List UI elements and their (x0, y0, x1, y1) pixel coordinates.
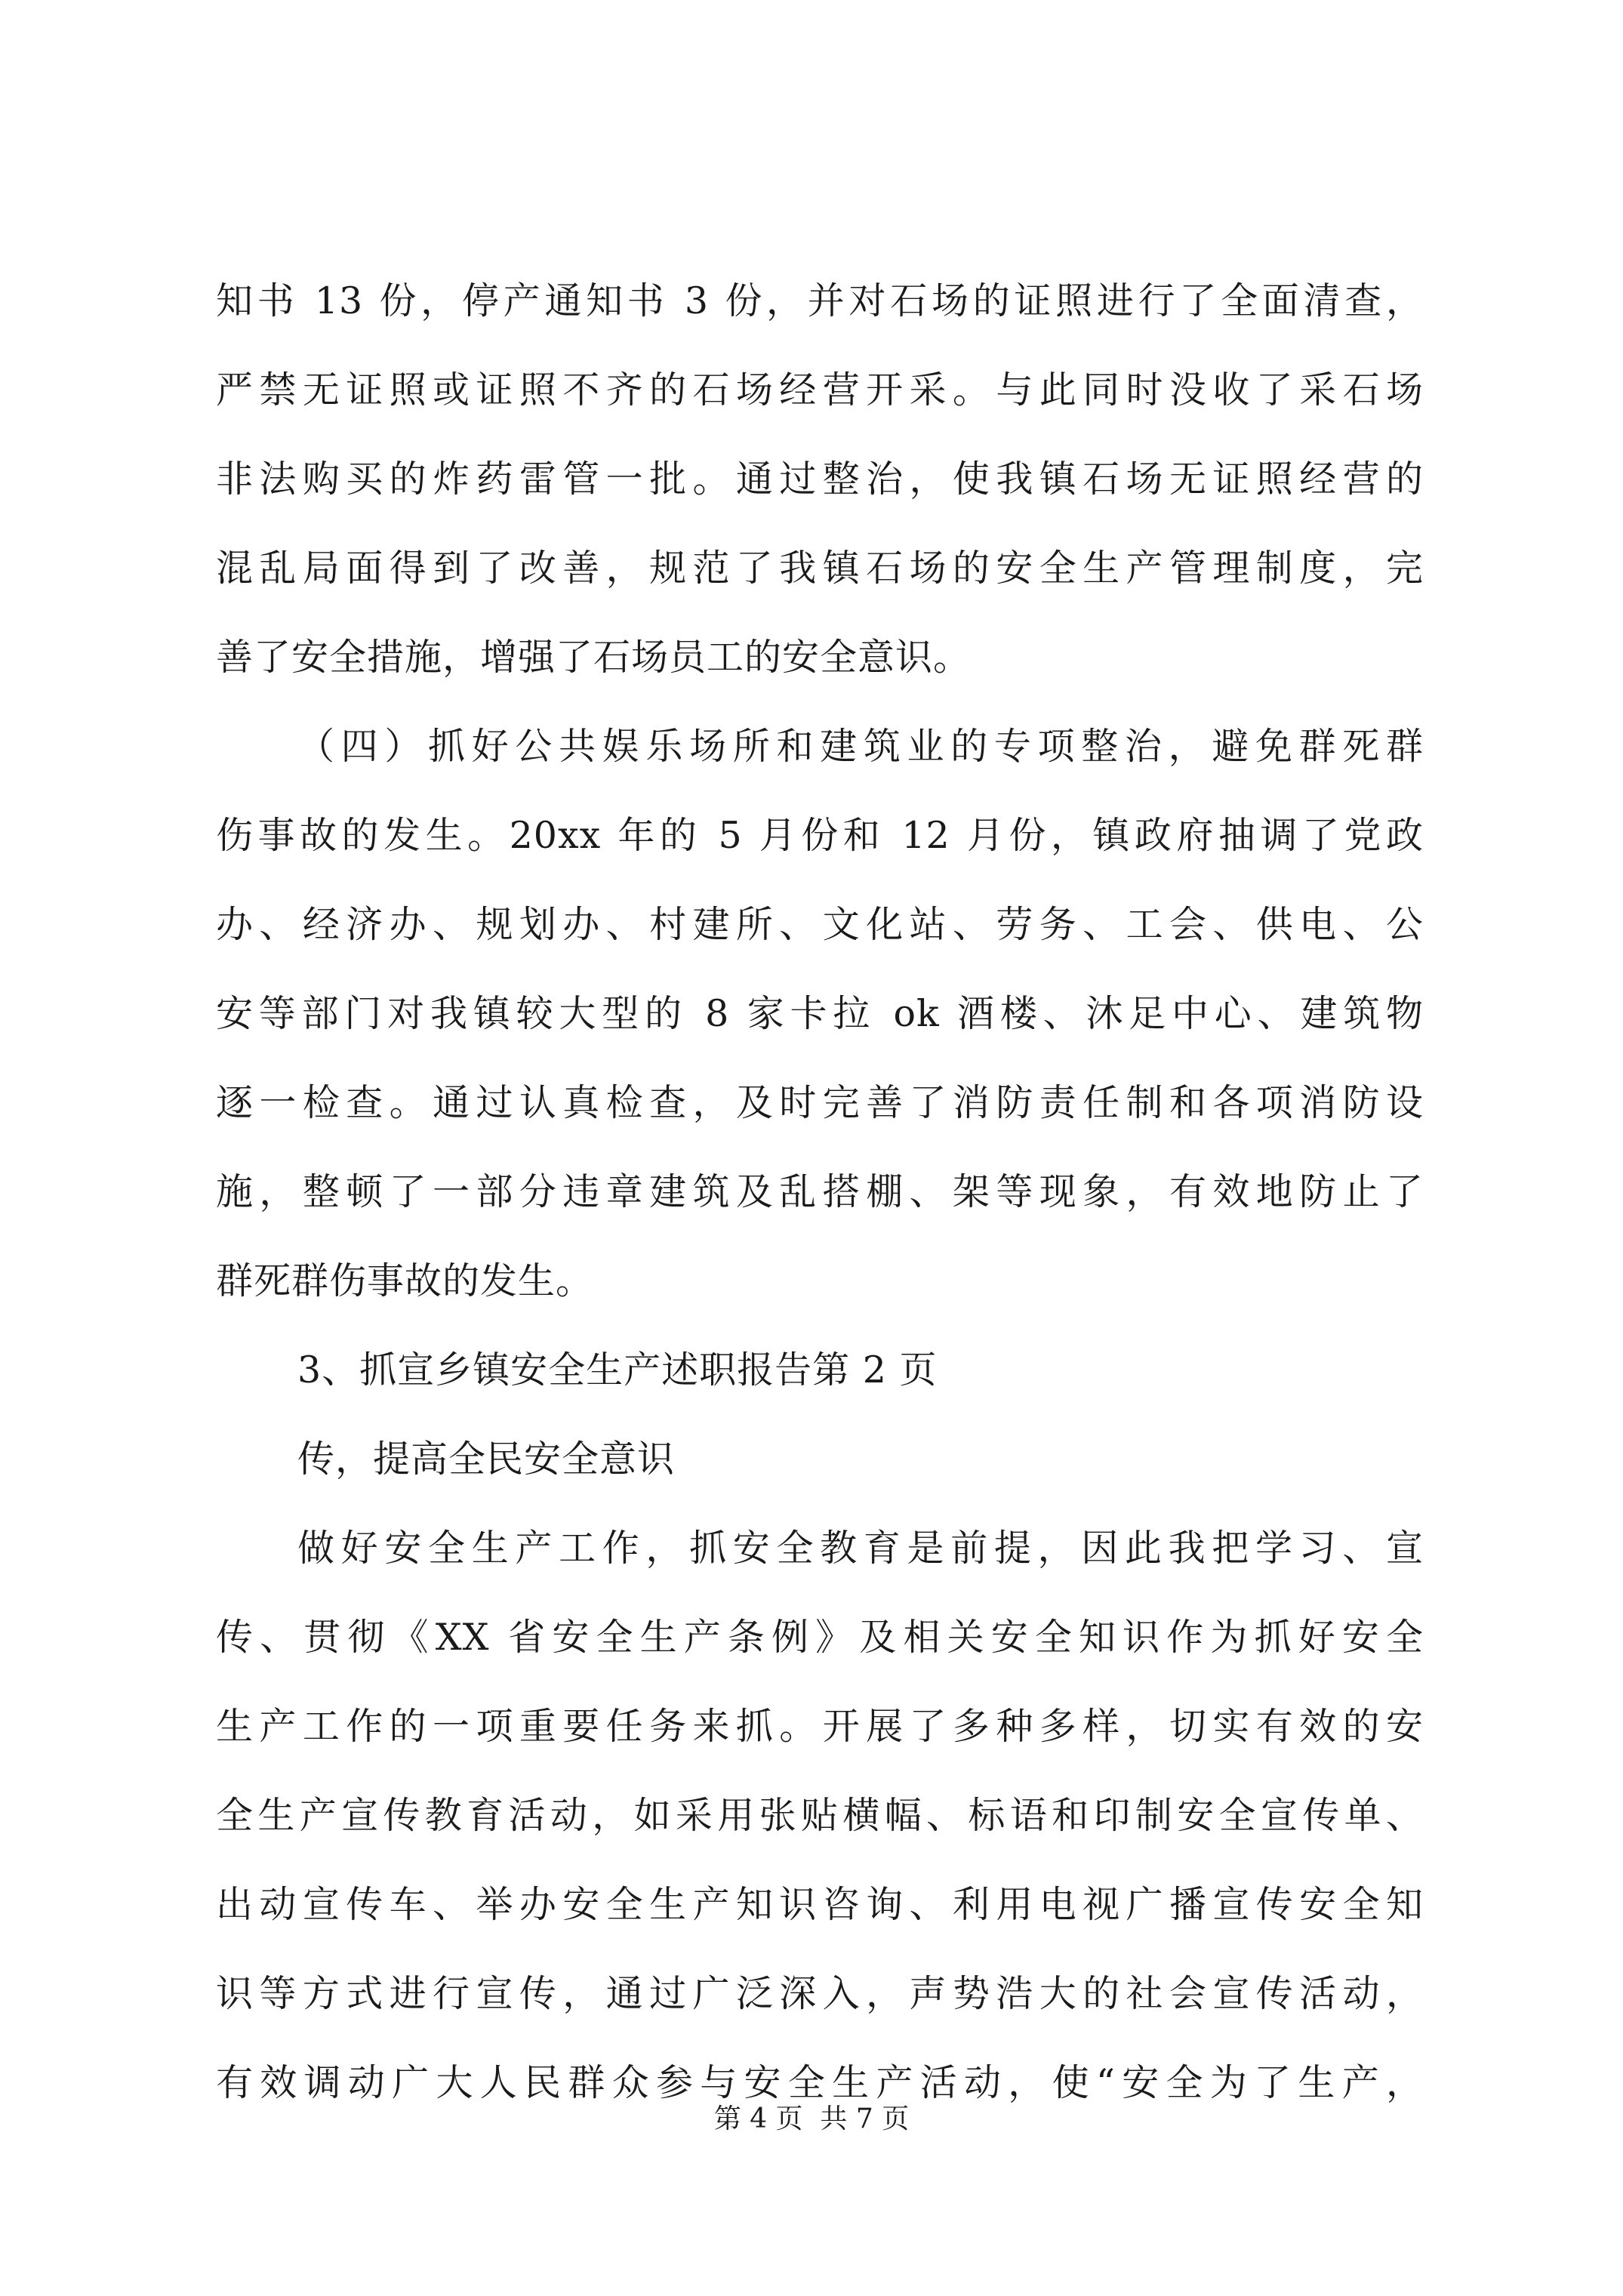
text-line: 逐一检查。通过认真检查，及时完善了消防责任制和各项消防设 (216, 1081, 1424, 1124)
text-line: 善了安全措施，增强了石场员工的安全意识。 (216, 636, 972, 679)
text-line: 办、经济办、规划办、村建所、文化站、劳务、工会、供电、公 (216, 903, 1424, 946)
text-line: 非法购买的炸药雷管一批。通过整治，使我镇石场无证照经营的 (216, 458, 1424, 501)
text-line: 施，整顿了一部分违章建筑及乱搭棚、架等现象，有效地防止了 (216, 1170, 1424, 1213)
text-line: 全生产宣传教育活动，如采用张贴横幅、标语和印制安全宣传单、 (216, 1794, 1424, 1837)
text-line: 做好安全生产工作，抓安全教育是前提，因此我把学习、宣 (297, 1527, 1424, 1570)
text-line: 严禁无证照或证照不齐的石场经营开采。与此同时没收了采石场 (216, 368, 1424, 411)
text-line: 生产工作的一项重要任务来抓。开展了多种多样，切实有效的安 (216, 1705, 1424, 1748)
text-line: 群死群伤事故的发生。 (216, 1259, 594, 1302)
page-footer (0, 2100, 1623, 2138)
text-line: 安等部门对我镇较大型的 8 家卡拉 ok 酒楼、沐足中心、建筑物 (216, 992, 1424, 1035)
page-number-label: 第 4 页 共 7 页 (713, 2103, 910, 2134)
body-text (216, 257, 1424, 2128)
text-line: 传，提高全民安全意识 (297, 1438, 676, 1481)
text-line: 混乱局面得到了改善，规范了我镇石场的安全生产管理制度，完 (216, 547, 1424, 590)
text-line: （四）抓好公共娱乐场所和建筑业的专项整治，避免群死群 (297, 725, 1424, 768)
text-line: 知书 13 份，停产通知书 3 份，并对石场的证照进行了全面清查， (216, 279, 1424, 322)
text-line: 有效调动广大人民群众参与安全生产活动，使“安全为了生产， (216, 2061, 1424, 2104)
text-line: 传、贯彻《XX 省安全生产条例》及相关安全知识作为抓好安全 (216, 1616, 1424, 1659)
text-line: 伤事故的发生。20xx 年的 5 月份和 12 月份，镇政府抽调了党政 (216, 814, 1424, 857)
section-heading: 3、抓宣乡镇安全生产述职报告第 2 页 (297, 1348, 938, 1391)
text-line: 出动宣传车、举办安全生产知识咨询、利用电视广播宣传安全知 (216, 1883, 1424, 1926)
text-line: 识等方式进行宣传，通过广泛深入，声势浩大的社会宣传活动， (216, 1972, 1424, 2015)
